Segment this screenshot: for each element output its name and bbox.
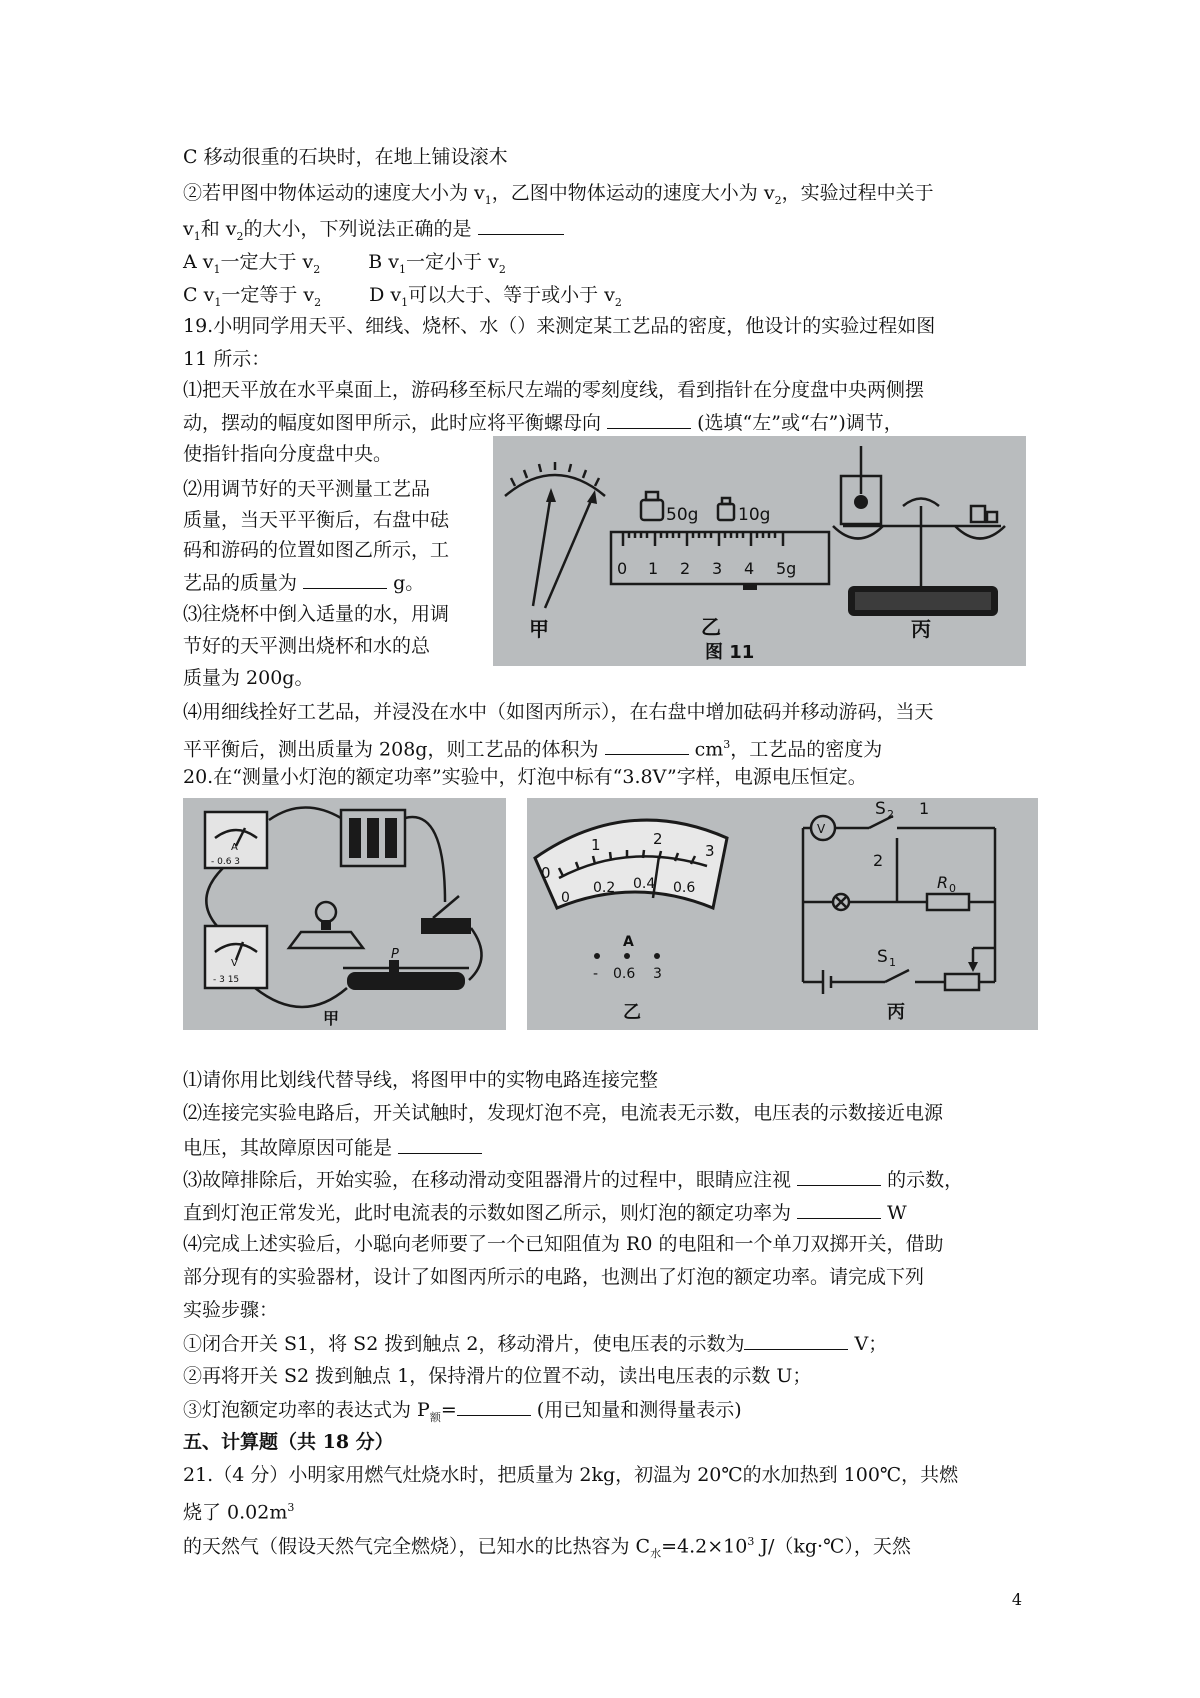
- text-line: 艺品的质量为 g。: [183, 572, 425, 594]
- balance-with-beaker: [833, 446, 1005, 641]
- svg-text:4: 4: [744, 559, 755, 578]
- figure-label-jia: 甲: [323, 1009, 340, 1028]
- rheostat: [343, 947, 469, 990]
- svg-text:- 0.6 3: - 0.6 3: [211, 857, 241, 867]
- svg-text:2: 2: [873, 851, 884, 870]
- svg-text:0.4: 0.4: [633, 876, 656, 892]
- svg-text:1: 1: [889, 956, 896, 969]
- text-line: ⑵用调节好的天平测量工艺品: [183, 478, 431, 500]
- section-heading: 五、计算题（共 18 分）: [183, 1431, 394, 1453]
- text-line: 烧了 $0.02m^3$: [183, 1501, 295, 1524]
- text-line: 电压，其故障原因可能是: [183, 1135, 482, 1160]
- answer-blank[interactable]: [398, 1135, 482, 1154]
- text-line: 质量，当天平平衡后，右盘中砝: [183, 509, 450, 531]
- svg-text:0: 0: [561, 890, 570, 906]
- ammeter: [205, 812, 267, 868]
- text-line: ⑵连接完实验电路后，开关试触时，发现灯泡不亮，电流表无示数，电压表的示数接近电源: [183, 1102, 944, 1124]
- svg-text:3: 3: [712, 559, 723, 578]
- figure-label-jia: 甲: [529, 617, 549, 641]
- text-line: ③灯泡额定功率的表达式为 $P_额=$ (用已知量和测得量表示): [183, 1399, 742, 1424]
- answer-blank[interactable]: [478, 216, 564, 235]
- answer-blank[interactable]: [744, 1331, 848, 1350]
- svg-text:P: P: [391, 947, 399, 962]
- text-line: 实验步骤：: [183, 1299, 279, 1321]
- text-line: ⑷用细线拴好工艺品，并浸没在水中（如图丙所示），在右盘中增加砝码并移动游码，当天: [183, 701, 934, 723]
- page-number: 4: [1011, 1590, 1022, 1609]
- text-line: 部分现有的实验器材，设计了如图丙所示的电路，也测出了灯泡的额定功率。请完成下列: [183, 1266, 925, 1288]
- figure-label-bing: 丙: [911, 617, 931, 641]
- text-line: 质量为 200g。: [183, 667, 314, 689]
- answer-blank[interactable]: [605, 736, 689, 755]
- figure-label-bing: 丙: [887, 1002, 905, 1023]
- text-line: A $v_1$一定大于 $v_2$ B $v_1$一定小于 $v_2$: [183, 251, 506, 276]
- text-line: 节好的天平测出烧杯和水的总: [183, 635, 431, 657]
- text-line: 21.（4 分）小明家用燃气灶烧水时，把质量为 2kg，初温为 20℃的水加热到 100℃，共燃: [183, 1464, 959, 1486]
- svg-text:0.6: 0.6: [613, 966, 636, 982]
- text-line: ①闭合开关 S1，将 S2 拨到触点 2，移动滑片，使电压表的示数为 V；: [183, 1333, 888, 1355]
- text-line: ⑴请你用比划线代替导线，将图甲中的实物电路连接完整: [183, 1069, 659, 1091]
- weights-and-rider-scale: [611, 492, 829, 639]
- text-line: 的天然气（假设天然气完全燃烧），已知水的比热容为 $C_水=4.2\times 10^3$ J/（kg·℃），天然: [183, 1535, 911, 1561]
- rider-scale-ticks: [617, 559, 796, 578]
- svg-text:V: V: [231, 958, 238, 969]
- svg-text:A: A: [231, 842, 238, 853]
- svg-text:1: 1: [919, 799, 930, 818]
- svg-text:S: S: [877, 947, 888, 967]
- text-line: ⑷完成上述实验后，小聪向老师要了一个已知阻值为 R0 的电阻和一个单刀双掷开关，借助: [183, 1233, 944, 1255]
- svg-text:0: 0: [541, 864, 551, 882]
- ammeter-dial-face: [535, 820, 727, 1023]
- svg-text:0.6: 0.6: [673, 880, 696, 896]
- answer-blank[interactable]: [607, 410, 691, 429]
- balance-pointer-dial: [505, 462, 605, 641]
- text-line: ⑶往烧杯中倒入适量的水，用调: [183, 603, 450, 625]
- svg-text:2: 2: [653, 830, 663, 848]
- svg-text:R: R: [937, 873, 949, 892]
- text-line: ⑶故障排除后，开始实验，在移动滑动变阻器滑片的过程中，眼睛应注视 的示数，: [183, 1169, 964, 1191]
- svg-text:2: 2: [680, 559, 691, 578]
- figure-label-yi: 乙: [701, 615, 721, 639]
- battery-pack: [341, 810, 405, 866]
- text-line: C $v_1$一定等于 $v_2$ D $v_1$可以大于、等于或小于 $v_2$: [183, 284, 622, 309]
- text-line: 19.小明同学用天平、细线、烧杯、水（）来测定某工艺品的密度，他设计的实验过程如图: [183, 315, 936, 337]
- weight-label-50g: 50g: [666, 505, 699, 525]
- text-line: 平平衡后，测出质量为 208g，则工艺品的体积为 $cm^3$，工艺品的密度为: [183, 738, 883, 761]
- text-line: 动，摆动的幅度如图甲所示，此时应将平衡螺母向 (选填“左”或“右”)调节，: [183, 412, 903, 434]
- text-line: ②再将开关 S2 拨到触点 1，保持滑片的位置不动，读出电压表的示数 U；: [183, 1365, 812, 1387]
- figure-11: [493, 436, 1026, 666]
- svg-text:0: 0: [617, 559, 628, 578]
- voltmeter: [205, 926, 267, 988]
- svg-text:5g: 5g: [776, 559, 797, 578]
- svg-text:S: S: [875, 799, 886, 819]
- svg-text:0.2: 0.2: [593, 880, 616, 896]
- weight-label-10g: 10g: [738, 505, 771, 525]
- text-line: C 移动很重的石块时，在地上铺设滚木: [183, 146, 508, 168]
- text-line: ⑴把天平放在水平桌面上，游码移至标尺左端的零刻度线，看到指针在分度盘中央两侧摆: [183, 379, 925, 401]
- figure-20-physical-circuit: [183, 798, 506, 1030]
- text-line: ②若甲图中物体运动的速度大小为 $v_1$，乙图中物体运动的速度大小为 $v_2$，实验过程中关于: [183, 182, 934, 207]
- text-line: 11 所示：: [183, 348, 271, 370]
- text-line: 码和游码的位置如图乙所示，工: [183, 539, 450, 561]
- figure-caption: 图 11: [705, 642, 755, 663]
- circuit-schematic: [803, 799, 995, 1023]
- svg-text:A: A: [623, 934, 634, 950]
- svg-text:2: 2: [887, 808, 894, 821]
- answer-blank[interactable]: [303, 570, 387, 589]
- text-line: $v_1$和 $v_2$的大小，下列说法正确的是: [183, 216, 564, 249]
- svg-text:- 3 15: - 3 15: [213, 975, 240, 985]
- bulb: [289, 902, 363, 948]
- text-line: 20.在“测量小灯泡的额定功率”实验中，灯泡中标有“3.8V”字样，电源电压恒定。: [183, 766, 867, 788]
- figure-label-yi: 乙: [623, 1002, 641, 1023]
- figure-20-meter-and-schematic: [527, 798, 1038, 1030]
- svg-text:3: 3: [653, 966, 662, 982]
- text-line: 直到灯泡正常发光，此时电流表的示数如图乙所示，则灯泡的额定功率为 W: [183, 1202, 907, 1224]
- svg-text:1: 1: [648, 559, 659, 578]
- answer-blank[interactable]: [457, 1397, 531, 1416]
- svg-text:0: 0: [949, 882, 956, 895]
- svg-text:1: 1: [591, 836, 601, 854]
- svg-text:-: -: [593, 966, 599, 982]
- answer-blank[interactable]: [797, 1200, 881, 1219]
- svg-text:V: V: [817, 822, 826, 836]
- answer-blank[interactable]: [797, 1167, 881, 1186]
- svg-text:3: 3: [705, 842, 715, 860]
- text-line: 使指针指向分度盘中央。: [183, 443, 393, 465]
